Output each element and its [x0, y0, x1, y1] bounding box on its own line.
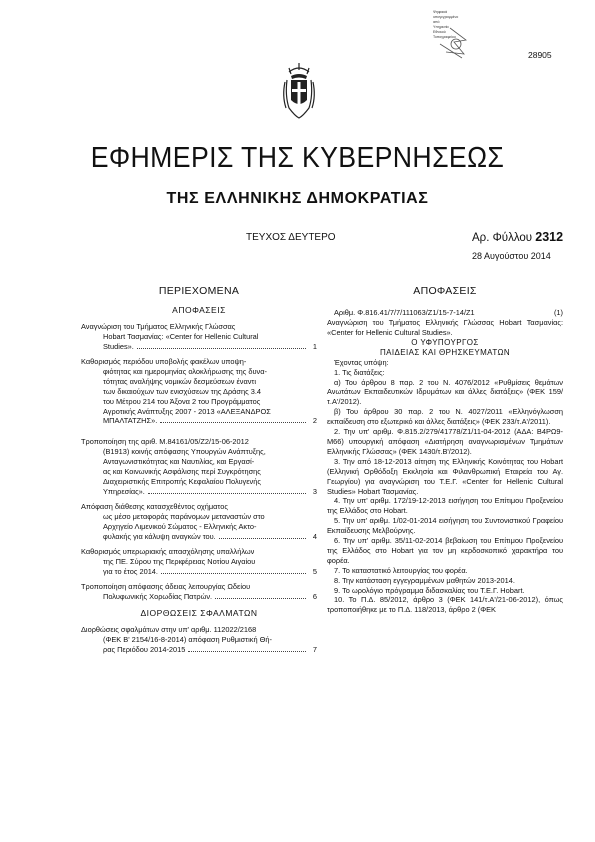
decision-paragraph: 2. Την υπ' αριθμ. Φ.815.2/279/41778/Ζ1/11-04-2012 (ΑΔΑ: Β4ΡΩ9-Μ66) υπουργική απόφαση «Διατήρηση αναγνωρισμένων Τμημάτων Ελληνικής Γλώσσας» (ΦΕΚ 1430/τ.Β'/2012). — [327, 427, 563, 456]
decision-paragraph: 3. Την από 18-12-2013 αίτηση της Ελληνικής Κοινότητας του Hobart (Ελληνική Ορθόδοξη Εκκλησία και Φιλανθρωπική Εταιρεία του Αγ. Γεωργίου) για αναγνώριση του Τ.Ε.Γ. «Center for Hellenic Cultural Studies» Hobart Τασμανίας. — [327, 456, 563, 496]
toc-line: Τροποποίηση της αριθ. Μ.84161/05/Ζ2/15-06-2012 — [81, 437, 249, 446]
toc-page-number: 1 — [312, 341, 317, 351]
toc-line: για το έτος 2014. — [103, 566, 158, 576]
toc-page-number: 5 — [312, 566, 317, 576]
stamp-line: Τυπογραφείου — [433, 35, 456, 39]
toc-line: φυλακής για κάλυψη αναγκών του. — [103, 531, 216, 541]
toc-line: Αναγνώριση του Τμήματος Ελληνικής Γλώσσας — [81, 322, 236, 331]
contents-heading: ΠΕΡΙΕΧΟΜΕΝΑ — [158, 285, 240, 297]
decision-paragraph: 6. Την υπ' αριθμ. 35/11-02-2014 βεβαίωση του Επίτιμου Προξενείου της Ελλάδος στο Hobart για τον μη κερδοσκοπικό χαρακτήρα του φορέα. — [327, 536, 563, 565]
toc-line: ως μέσο μεταφοράς παράνομων μεταναστών στο — [103, 511, 265, 521]
decision-paragraph: 10. Το Π.Δ. 85/2012, άρθρο 3 (ΦΕΚ 141/τ.Α'/21-06-2012), όπως τροποποιήθηκε με το Π.Δ. 118/2013, άρθρο 2 (ΦΕΚ — [327, 595, 563, 615]
sheet-label: Αρ. Φύλλου — [472, 232, 533, 244]
toc-line: των δικαιούχων των ενισχύσεων της Δράσης 3.4 — [103, 386, 261, 396]
toc-page-number: 2 — [312, 416, 317, 426]
authority-ministry: ΠΑΙΔΕΙΑΣ ΚΑΙ ΘΡΗΣΚΕΥΜΑΤΩΝ — [379, 347, 511, 357]
toc-item[interactable] — [81, 547, 317, 577]
toc-line: της ΠΕ. Σύρου της Περιφέρειας Νοτίου Αιγαίου — [103, 556, 256, 566]
provisions-intro: 1. Τις διατάξεις: — [334, 367, 385, 377]
toc-line: Διαχειριστικής Επιτροπής Κεφαλαίου Πολυγενής — [103, 476, 261, 486]
toc-item[interactable] — [81, 502, 317, 542]
gazette-title: ΕΦΗΜΕΡΙΣ ΤΗΣ ΚΥΒΕΡΝΗΣΕΩΣ — [90, 142, 505, 174]
sheet-number — [472, 230, 563, 244]
toc-page-number: 6 — [312, 591, 317, 601]
decision-paragraph: 5. Την υπ' αριθμ. 1/02-01-2014 εισήγηση του Συντονιστικού Γραφείου Εκπαίδευσης Μελβούρνης. — [327, 516, 563, 536]
issue-date: 28 Αυγούστου 2014 — [472, 251, 551, 261]
gazette-subtitle: ΤΗΣ ΕΛΛΗΝΙΚΗΣ ΔΗΜΟΚΡΑΤΙΑΣ — [166, 190, 429, 207]
decision-reference: Αριθμ. Φ.816.41/7/7/111063/Ζ1/15-7-14/Ζ1 — [334, 308, 475, 317]
toc-line: Καθορισμός υπερωριακής απασχόλησης υπαλλήλων — [81, 547, 255, 556]
decision-ref-title: Αναγνώριση του Τμήματος Ελληνικής Γλώσσας Hobart Τασμανίας: «Center for Hellenic Cultural Studies». — [327, 317, 563, 337]
toc-line: (ΦΕΚ Β' 2154/16-8-2014) απόφαση Ρυθμιστική Θή- — [103, 634, 272, 644]
issue-label: ΤΕΥΧΟΣ ΔΕΥΤΕΡΟ — [246, 232, 336, 243]
stamp-line: Υπηρεσία — [433, 25, 449, 29]
sheet-value: 2312 — [535, 230, 564, 244]
decision-body — [327, 308, 563, 615]
decision-ref-number: (1) — [553, 308, 563, 317]
toc-page-number: 4 — [312, 531, 317, 541]
toc-line: Αγροτικής Ανάπτυξης 2007 - 2013 «ΑΛΕΞΑΝΔΡΟΣ — [103, 406, 271, 416]
corrections-subheading: ΔΙΟΡΘΩΣΕΙΣ ΣΦΑΛΜΑΤΩΝ — [140, 608, 258, 618]
toc-dot-leader — [188, 651, 306, 652]
toc-item[interactable] — [81, 437, 317, 496]
stamp-line: Εθνικού — [433, 30, 446, 34]
decisions-heading: ΑΠΟΦΑΣΕΙΣ — [413, 285, 477, 297]
authority-title: Ο ΥΦΥΠΟΥΡΓΟΣ — [411, 337, 479, 347]
toc-dot-leader — [161, 573, 306, 574]
toc-page-number: 3 — [312, 486, 317, 496]
toc-dot-leader — [137, 348, 306, 349]
toc-line: ΜΠΑΛΤΑΤΖΗΣ». — [103, 416, 158, 426]
toc-line: Απόφαση διάθεσης κατασχεθέντος οχήματος — [81, 502, 228, 511]
stamp-line: από — [433, 20, 440, 24]
decision-paragraph: β) Του άρθρου 30 παρ. 2 του Ν. 4027/2011 «Ελληνόγλωσση εκπαίδευση στο εξωτερικό και άλλες διατάξεις» (ΦΕΚ 233/τ.Α'/2011). — [327, 407, 563, 427]
toc-line: Υπηρεσίας». — [103, 486, 145, 496]
toc-line: Hobart Τασμανίας: «Center for Hellenic Cultural — [103, 331, 259, 341]
toc-item[interactable] — [81, 582, 317, 602]
toc-line: τότητας αναλήψης νομικών δεσμεύσεων έναντι — [103, 376, 256, 386]
coat-of-arms-emblem — [279, 62, 319, 122]
decision-paragraph: 7. Το καταστατικό λειτουργίας του φορέα. — [334, 565, 468, 575]
toc-line: φιότητας και ημερομηνίας ολοκλήρωσης της δυνα- — [103, 366, 267, 376]
toc-line: ας και Κοινωνικής Ασφάλισης περί Συγκρότησης — [103, 466, 261, 476]
stamp-line: Ψηφιακά — [433, 10, 448, 14]
considering-text: Έχοντας υπόψη: — [334, 357, 389, 367]
document-number: 28905 — [528, 50, 552, 60]
decision-paragraph: 9. Το ωρολόγιο πρόγραμμα διδασκαλίας του Τ.Ε.Γ. Hobart. — [334, 585, 525, 595]
toc-item[interactable] — [81, 625, 317, 655]
decision-paragraph: α) Του άρθρου 8 παρ. 2 του Ν. 4076/2012 «Ρυθμίσεις θεμάτων Ανωτάτων Εκπαιδευτικών Ιδρυμάτων και άλλες διατάξεις» (ΦΕΚ 159/τ.Α'/2012). — [327, 377, 563, 407]
toc-line: Τροποποίηση απόφασης άδειας λειτουργίας Ωδείου — [81, 582, 251, 591]
toc-line: του Μέτρου 214 του Άξονα 2 του Προγράμματος — [103, 396, 261, 406]
toc-line: Διορθώσεις σφαλμάτων στην υπ' αριθμ. 112022/2168 — [81, 625, 257, 634]
toc-line: Καθορισμός περιόδου υποβολής φακέλων υποψη- — [81, 357, 247, 366]
toc-line: ρας Περιόδου 2014-2015 — [103, 644, 186, 654]
toc-item[interactable] — [81, 357, 317, 426]
decisions-subheading: ΑΠΟΦΑΣΕΙΣ — [172, 305, 226, 315]
toc-line: Αρχηγείο Λιμενικού Σώματος - Ελληνικής Ακτο- — [103, 521, 257, 531]
toc-line: (Β1913) κοινής απόφασης Υπουργών Ανάπτυξης, — [103, 446, 266, 456]
toc-dot-leader — [219, 538, 306, 539]
digital-signature-stamp — [432, 8, 468, 66]
toc-dot-leader — [160, 422, 306, 423]
decision-paragraph: 8. Την κατάσταση εγγεγραμμένων μαθητών 2013-2014. — [334, 575, 515, 585]
toc-page-number: 7 — [312, 644, 317, 654]
toc-item[interactable] — [81, 322, 317, 352]
toc-dot-leader — [215, 598, 306, 599]
toc-line: Studies». — [103, 341, 134, 351]
decision-paragraph: 4. Την υπ' αριθμ. 172/19-12-2013 εισήγηση του Επίτιμου Προξενείου της Ελλάδος στο Hobart. — [327, 496, 563, 516]
stamp-line: υπογεγραμμένο — [433, 15, 459, 19]
toc-dot-leader — [148, 493, 306, 494]
toc-line: Ανταγωνιστικότητας και Ναυτιλίας, και Εργασί- — [103, 456, 255, 466]
toc-line: Πολυφωνικής Χορωδίας Πατρών. — [103, 591, 213, 601]
